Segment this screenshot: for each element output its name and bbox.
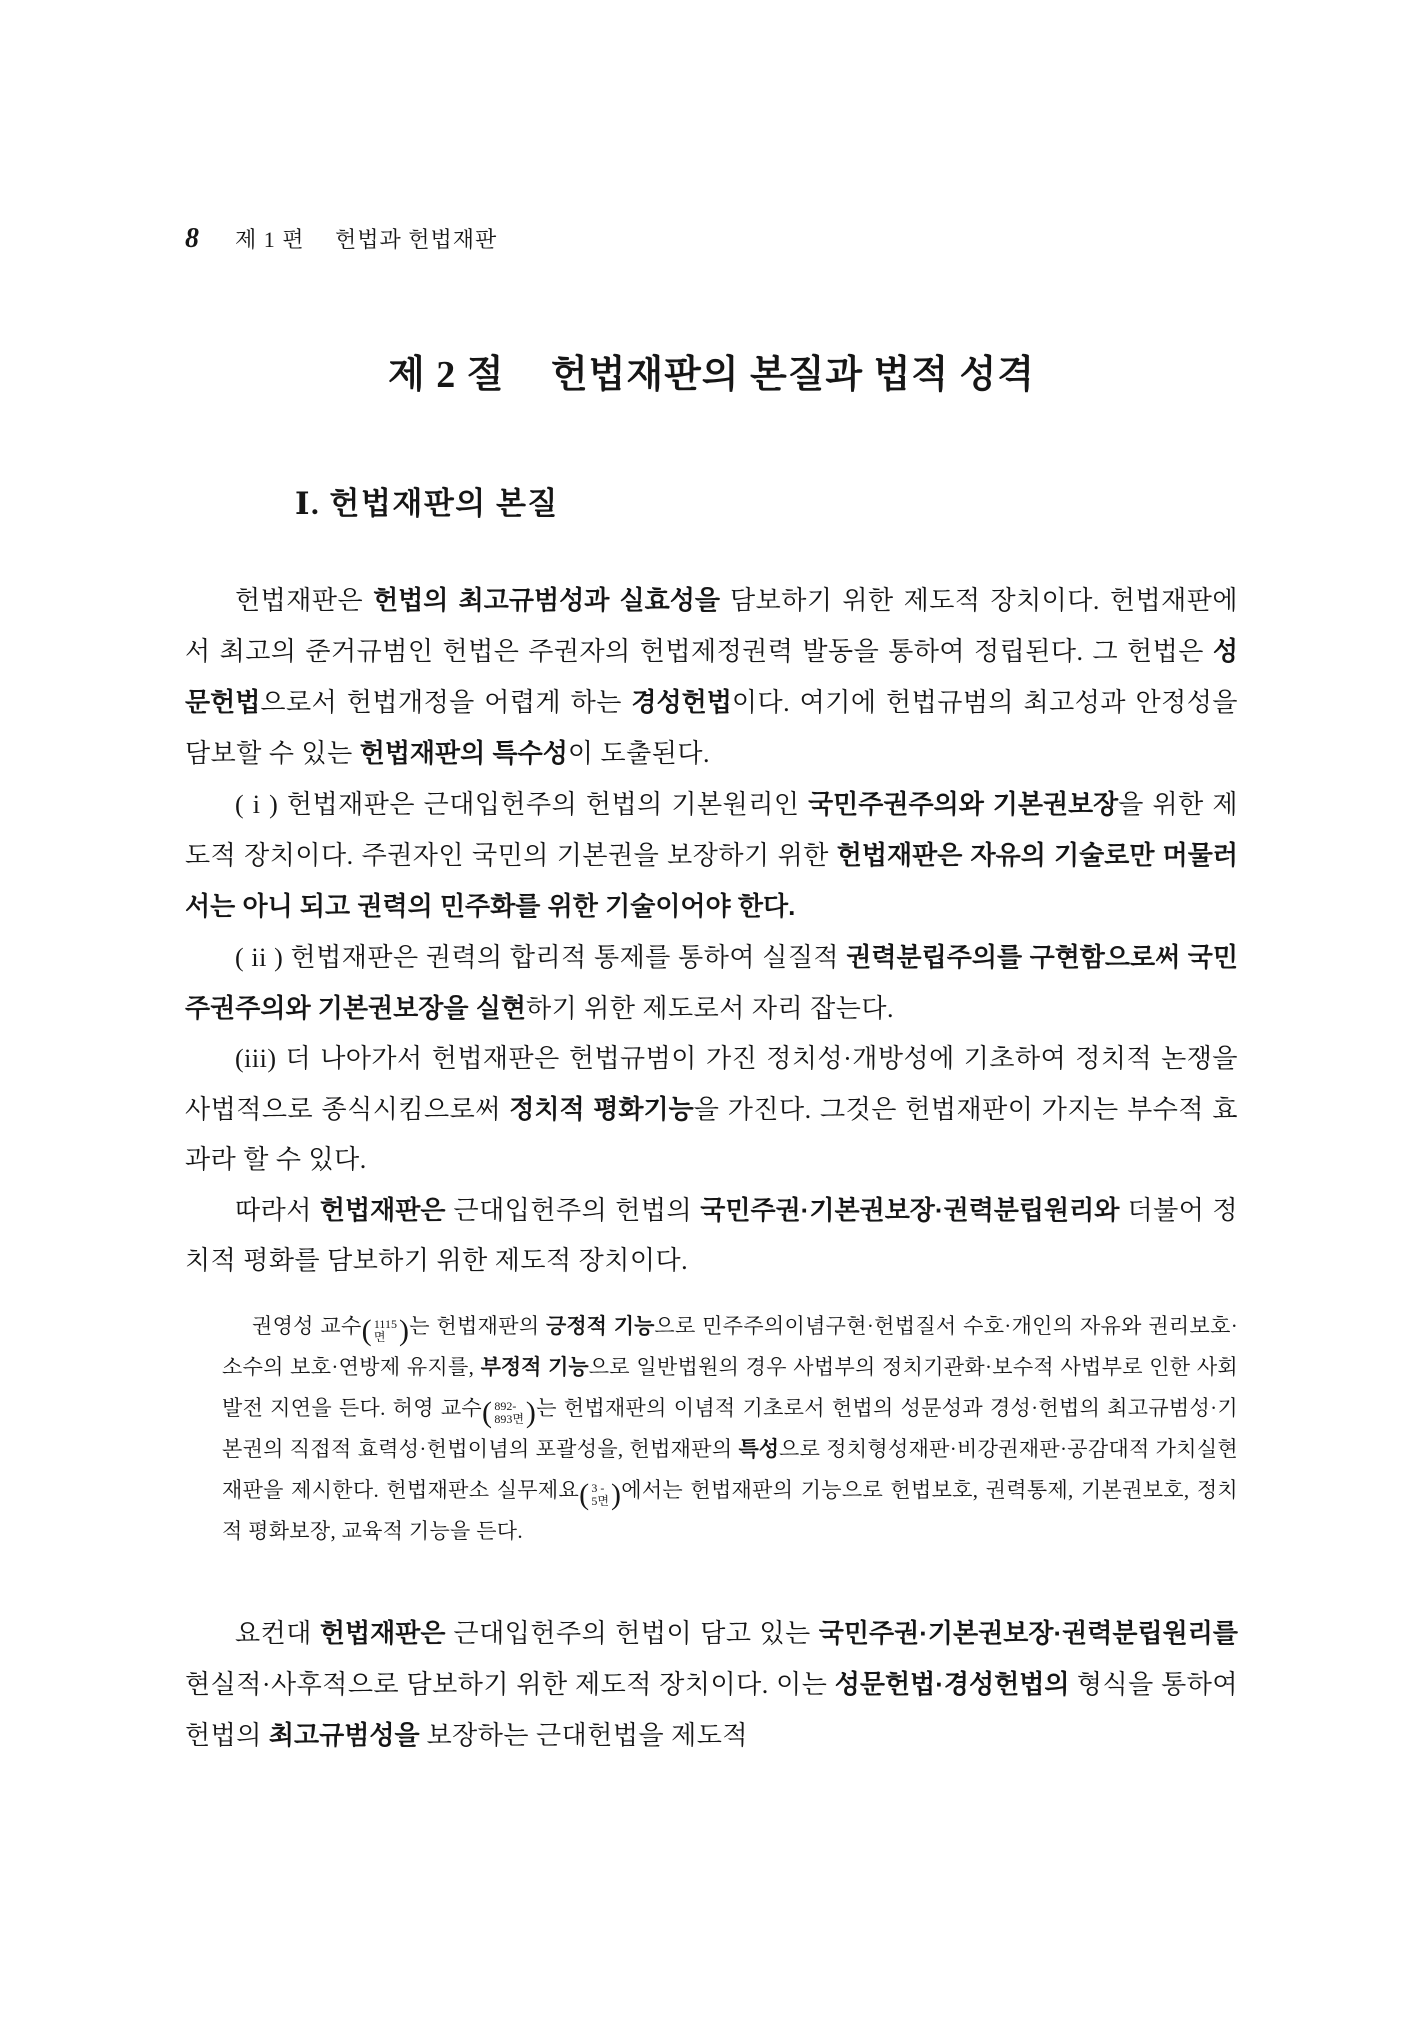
emphasized-text: 헌법재판의 특수성 bbox=[359, 738, 568, 768]
text-run: 을 가진다. 그것은 헌법재판이 가지는 부수적 효과라 할 수 있다. bbox=[185, 1095, 1238, 1174]
text-run: 근대입헌주의 헌법의 bbox=[445, 1196, 701, 1225]
text-run: 헌법재판은 bbox=[235, 586, 374, 615]
emphasized-text: 권력분립주의를 구현함으로써 국민주권주의와 기본권보장을 실현 bbox=[185, 942, 1238, 1023]
emphasized-text: 특성 bbox=[738, 1438, 780, 1461]
emphasized-text: 국민주권주의와 기본권보장 bbox=[808, 789, 1119, 819]
text-run: 으로 일반법원의 경우 사법부의 정치기관화·보수적 사법부로 인한 사회발전 지연을 든다. 허영 교수 bbox=[222, 1355, 1238, 1420]
point-iii-paragraph bbox=[185, 1034, 1238, 1185]
section-title bbox=[185, 343, 1238, 398]
text-run: 으로 정치형성재판·비강권재판·공감대적 가치실현재판을 제시한다. 헌법재판소 실무제요 bbox=[222, 1437, 1238, 1502]
summary-paragraph bbox=[185, 1608, 1238, 1761]
section-title-prefix: 제 2 절 bbox=[388, 354, 505, 396]
section-title-text: 헌법재판의 본질과 법적 성격 bbox=[550, 354, 1035, 396]
paren-open: ( bbox=[482, 1396, 493, 1429]
text-run: 더불어 정치적 평화를 담보하기 위한 제도적 장치이다. bbox=[185, 1196, 1238, 1275]
text-run: 형식을 통하여 헌법의 bbox=[185, 1670, 1238, 1750]
text-run: 현실적·사후적으로 담보하기 위한 제도적 장치이다. 이는 bbox=[185, 1670, 835, 1699]
paren-open: ( bbox=[579, 1478, 590, 1511]
page-body bbox=[185, 575, 1238, 1761]
text-run: 하기 위한 제도로서 자리 잡는다. bbox=[525, 994, 894, 1023]
scholars-note bbox=[222, 1306, 1238, 1552]
emphasized-text: 헌법재판은 bbox=[319, 1195, 446, 1225]
text-run: 요컨대 bbox=[235, 1619, 320, 1648]
page-header bbox=[185, 222, 1238, 257]
emphasized-text: 정치적 평화기능 bbox=[509, 1094, 694, 1124]
emphasized-text: 부정적 기능 bbox=[480, 1356, 589, 1379]
text-run: ( ii ) 헌법재판은 권력의 합리적 통제를 통하여 실질적 bbox=[235, 943, 847, 972]
text-run: 담보하기 위한 제도적 장치이다. 헌법재판에서 최고의 준거규범인 헌법은 주권자의 헌법제정권력 발동을 통하여 정립된다. 그 헌법은 bbox=[185, 586, 1238, 666]
page-reference bbox=[579, 1480, 621, 1510]
reference-pages: 1115 면 bbox=[373, 1317, 397, 1344]
text-run: 보장하는 근대헌법을 제도적 bbox=[419, 1721, 748, 1750]
page-number: 8 bbox=[185, 223, 199, 254]
intro-paragraph bbox=[185, 575, 1238, 779]
text-run: 권영성 교수 bbox=[252, 1314, 362, 1338]
page-reference bbox=[482, 1398, 536, 1428]
conclusion-paragraph bbox=[185, 1185, 1238, 1286]
paren-close: ) bbox=[398, 1314, 410, 1347]
emphasized-text: 헌법재판은 자유의 기술로만 머물러서는 아니 되고 권력의 민주화를 위한 기술이어야 한다. bbox=[185, 840, 1238, 921]
text-run: ( i ) 헌법재판은 근대입헌주의 헌법의 기본원리인 bbox=[235, 790, 809, 819]
text-run: 는 헌법재판의 이념적 기초로서 헌법의 성문성과 경성·헌법의 최고규범성·기본권의 직접적 효력성·헌법이념의 포괄성을, 헌법재판의 bbox=[222, 1396, 1238, 1461]
emphasized-text: 최고규범성을 bbox=[268, 1720, 420, 1750]
text-run: 이 도출된다. bbox=[567, 739, 710, 768]
emphasized-text: 긍정적 기능 bbox=[546, 1315, 655, 1338]
text-run: 는 헌법재판의 bbox=[409, 1314, 547, 1338]
emphasized-text: 국민주권·기본권보장·권력분립원리를 bbox=[818, 1618, 1238, 1648]
text-run: 을 위한 제도적 장치이다. 주권자인 국민의 기본권을 보장하기 위한 bbox=[185, 790, 1238, 870]
reference-pages: 892- 893면 bbox=[494, 1399, 524, 1426]
point-i-paragraph bbox=[185, 779, 1238, 932]
paren-close: ) bbox=[610, 1478, 622, 1511]
book-title-label: 헌법과 헌법재판 bbox=[335, 227, 498, 252]
text-run: 으로 민주주의이념구현·헌법질서 수호·개인의 자유와 권리보호·소수의 보호·연방제 유지를, bbox=[222, 1314, 1238, 1379]
emphasized-text: 국민주권·기본권보장·권력분립원리와 bbox=[700, 1195, 1120, 1225]
paren-close: ) bbox=[525, 1396, 537, 1429]
reference-pages: 3 - 5면 bbox=[591, 1481, 609, 1508]
paren-open: ( bbox=[361, 1314, 372, 1347]
emphasized-text: 성문헌법 bbox=[185, 636, 1238, 717]
page-reference bbox=[362, 1316, 410, 1346]
text-run: 에서는 헌법재판의 기능으로 헌법보호, 권력통제, 기본권보호, 정치적 평화보장, 교육적 기능을 든다. bbox=[222, 1478, 1238, 1543]
running-head bbox=[235, 223, 497, 257]
book-part-label: 제 1 편 bbox=[235, 227, 305, 252]
emphasized-text: 경성헌법 bbox=[631, 687, 732, 717]
text-run: 이다. 여기에 헌법규범의 최고성과 안정성을 담보할 수 있는 bbox=[185, 688, 1238, 768]
text-run: (iii) 더 나아가서 헌법재판은 헌법규범이 가진 정치성·개방성에 기초하여 정치적 논쟁을 사법적으로 종식시킴으로써 bbox=[185, 1044, 1238, 1124]
text-run: 따라서 bbox=[235, 1196, 320, 1225]
subsection-heading: Ⅰ. 헌법재판의 본질 bbox=[295, 486, 559, 521]
point-ii-paragraph bbox=[185, 932, 1238, 1034]
emphasized-text: 헌법재판은 bbox=[319, 1618, 446, 1648]
emphasized-text: 성문헌법·경성헌법의 bbox=[834, 1669, 1070, 1699]
text-run: 근대입헌주의 헌법이 담고 있는 bbox=[445, 1619, 819, 1648]
text-run: 으로서 헌법개정을 어렵게 하는 bbox=[260, 688, 632, 717]
emphasized-text: 헌법의 최고규범성과 실효성을 bbox=[373, 585, 720, 615]
